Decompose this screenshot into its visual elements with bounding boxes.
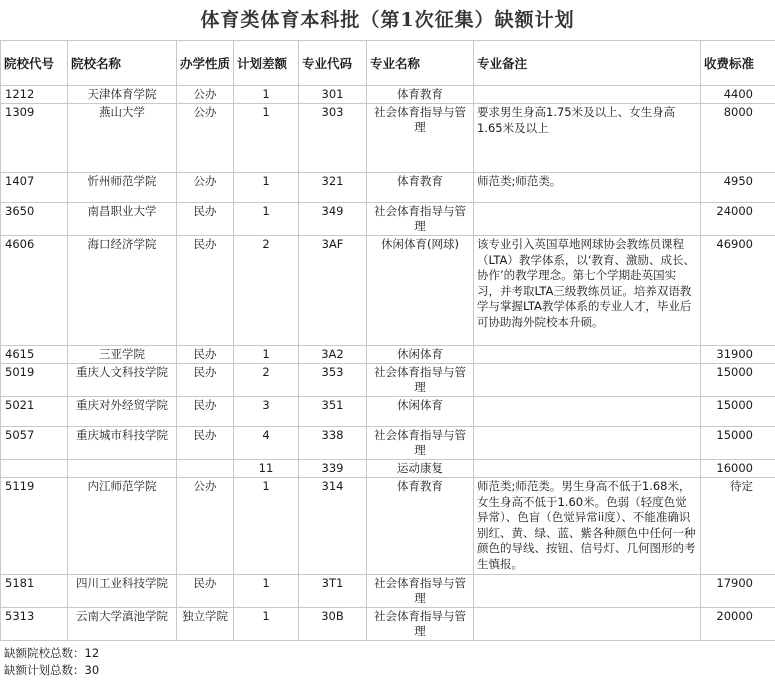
major-code-cell: 301 [299, 86, 367, 104]
table-row [1, 86, 775, 104]
school-code-cell: 5019 [1, 364, 68, 397]
major-code-cell: 314 [299, 478, 367, 575]
table-row [1, 203, 775, 236]
major-name-cell: 体育教育 [367, 86, 474, 104]
school-code-cell: 5021 [1, 397, 68, 427]
table-row [1, 478, 775, 575]
major-code-cell: 353 [299, 364, 367, 397]
major-name-cell: 社会体育指导与管理 [367, 364, 474, 397]
school-code-cell: 4615 [1, 346, 68, 364]
school-type-cell: 公办 [177, 86, 234, 104]
school-code-cell: 1212 [1, 86, 68, 104]
major-note-cell: 师范类;师范类。男生身高不低于1.68米，女生身高不低于1.60米。色弱（轻度色觉异常）、色盲（色觉异常ii度）、不能准确识别红、黄、绿、蓝、紫各种颜色中任何一种颜色的导线、按钮、信号灯、几何图形的考生慎报。 [474, 478, 701, 575]
major-code-cell: 339 [299, 460, 367, 478]
plan-gap-cell: 4 [234, 427, 299, 460]
page-title: 体育类体育本科批（第1次征集）缺额计划 [200, 9, 575, 31]
table-row [1, 460, 775, 478]
major-note-cell [474, 608, 701, 641]
school-type-cell: 公办 [177, 104, 234, 173]
school-type-cell: 民办 [177, 427, 234, 460]
header-major-note: 专业备注 [474, 41, 701, 86]
header-school-code: 院校代号 [1, 41, 68, 86]
school-type-cell: 独立学院 [177, 608, 234, 641]
fee-cell: 待定 [701, 478, 775, 575]
table-row [1, 397, 775, 427]
major-note-cell: 师范类;师范类。 [474, 173, 701, 203]
school-code-cell: 5313 [1, 608, 68, 641]
major-name-cell: 休闲体育 [367, 346, 474, 364]
major-code-cell: 30B [299, 608, 367, 641]
fee-cell: 15000 [701, 427, 775, 460]
plan-gap-cell: 1 [234, 575, 299, 608]
header-major-name: 专业名称 [367, 41, 474, 86]
table-row [1, 236, 775, 346]
school-code-cell: 3650 [1, 203, 68, 236]
major-code-cell: 303 [299, 104, 367, 173]
plan-gap-cell: 2 [234, 236, 299, 346]
fee-cell: 16000 [701, 460, 775, 478]
school-name-cell: 燕山大学 [68, 104, 177, 173]
major-name-cell: 运动康复 [367, 460, 474, 478]
plan-gap-cell: 1 [234, 203, 299, 236]
summary-footer [0, 645, 775, 679]
school-code-cell: 5119 [1, 478, 68, 575]
fee-cell: 15000 [701, 364, 775, 397]
school-code-cell: 1309 [1, 104, 68, 173]
major-name-cell: 体育教育 [367, 478, 474, 575]
plan-total: 缺额计划总数：30 [4, 663, 100, 677]
major-note-cell [474, 346, 701, 364]
school-code-cell: 1407 [1, 173, 68, 203]
school-name-cell [68, 460, 177, 478]
school-type-cell [177, 460, 234, 478]
plan-gap-cell: 1 [234, 173, 299, 203]
major-code-cell: 338 [299, 427, 367, 460]
major-name-cell: 社会体育指导与管理 [367, 575, 474, 608]
school-type-cell: 民办 [177, 346, 234, 364]
fee-cell: 15000 [701, 397, 775, 427]
quota-table [0, 40, 775, 641]
major-name-cell: 休闲体育 [367, 397, 474, 427]
school-name-cell: 重庆人文科技学院 [68, 364, 177, 397]
table-row [1, 608, 775, 641]
major-code-cell: 349 [299, 203, 367, 236]
school-name-cell: 四川工业科技学院 [68, 575, 177, 608]
school-code-cell: 4606 [1, 236, 68, 346]
schools-total: 缺额院校总数：12 [4, 646, 100, 660]
school-name-cell: 海口经济学院 [68, 236, 177, 346]
school-type-cell: 民办 [177, 236, 234, 346]
major-note-cell [474, 364, 701, 397]
major-code-cell: 3A2 [299, 346, 367, 364]
major-name-cell: 社会体育指导与管理 [367, 203, 474, 236]
major-note-cell [474, 86, 701, 104]
header-plan-gap: 计划差额 [234, 41, 299, 86]
school-type-cell: 民办 [177, 203, 234, 236]
major-note-cell [474, 575, 701, 608]
table-row [1, 104, 775, 173]
fee-cell: 4950 [701, 173, 775, 203]
major-name-cell: 休闲体育(网球) [367, 236, 474, 346]
plan-gap-cell: 1 [234, 104, 299, 173]
table-row [1, 575, 775, 608]
major-code-cell: 3T1 [299, 575, 367, 608]
plan-gap-cell: 3 [234, 397, 299, 427]
major-code-cell: 351 [299, 397, 367, 427]
major-name-cell: 社会体育指导与管理 [367, 104, 474, 173]
fee-cell: 8000 [701, 104, 775, 173]
major-note-cell [474, 203, 701, 236]
major-note-cell: 要求男生身高1.75米及以上、女生身高1.65米及以上 [474, 104, 701, 173]
school-code-cell: 5057 [1, 427, 68, 460]
header-school-type: 办学性质 [177, 41, 234, 86]
school-code-cell: 5181 [1, 575, 68, 608]
school-name-cell: 南昌职业大学 [68, 203, 177, 236]
fee-cell: 24000 [701, 203, 775, 236]
table-body [1, 86, 775, 641]
fee-cell: 31900 [701, 346, 775, 364]
major-note-cell [474, 460, 701, 478]
school-type-cell: 公办 [177, 173, 234, 203]
fee-cell: 17900 [701, 575, 775, 608]
header-school-name: 院校名称 [68, 41, 177, 86]
plan-gap-cell: 1 [234, 346, 299, 364]
major-code-cell: 321 [299, 173, 367, 203]
fee-cell: 4400 [701, 86, 775, 104]
table-row [1, 173, 775, 203]
major-name-cell: 体育教育 [367, 173, 474, 203]
major-note-cell [474, 427, 701, 460]
school-name-cell: 重庆对外经贸学院 [68, 397, 177, 427]
major-code-cell: 3AF [299, 236, 367, 346]
plan-gap-cell: 11 [234, 460, 299, 478]
plan-gap-cell: 1 [234, 86, 299, 104]
school-name-cell: 忻州师范学院 [68, 173, 177, 203]
plan-gap-cell: 2 [234, 364, 299, 397]
fee-cell: 46900 [701, 236, 775, 346]
school-type-cell: 民办 [177, 397, 234, 427]
major-note-cell: 该专业引入英国草地网球协会教练员课程（LTA）教学体系，以‘教育、激励、成长、协作’的教学理念。第七个学期赴英国实习，并考取LTA三级教练员证。培养双语教学与掌握LTA教学体系的专业人才，毕业后可协助海外院校本升硕。 [474, 236, 701, 346]
plan-gap-cell: 1 [234, 608, 299, 641]
fee-cell: 20000 [701, 608, 775, 641]
header-major-code: 专业代码 [299, 41, 367, 86]
major-name-cell: 社会体育指导与管理 [367, 608, 474, 641]
table-row [1, 427, 775, 460]
school-type-cell: 民办 [177, 575, 234, 608]
school-name-cell: 重庆城市科技学院 [68, 427, 177, 460]
school-type-cell: 公办 [177, 478, 234, 575]
plan-gap-cell: 1 [234, 478, 299, 575]
school-name-cell: 三亚学院 [68, 346, 177, 364]
school-type-cell: 民办 [177, 364, 234, 397]
major-name-cell: 社会体育指导与管理 [367, 427, 474, 460]
header-fee: 收费标准 [701, 41, 775, 86]
school-name-cell: 天津体育学院 [68, 86, 177, 104]
school-name-cell: 内江师范学院 [68, 478, 177, 575]
school-code-cell [1, 460, 68, 478]
table-header-row [1, 41, 775, 86]
major-note-cell [474, 397, 701, 427]
table-row [1, 364, 775, 397]
school-name-cell: 云南大学滇池学院 [68, 608, 177, 641]
table-row [1, 346, 775, 364]
